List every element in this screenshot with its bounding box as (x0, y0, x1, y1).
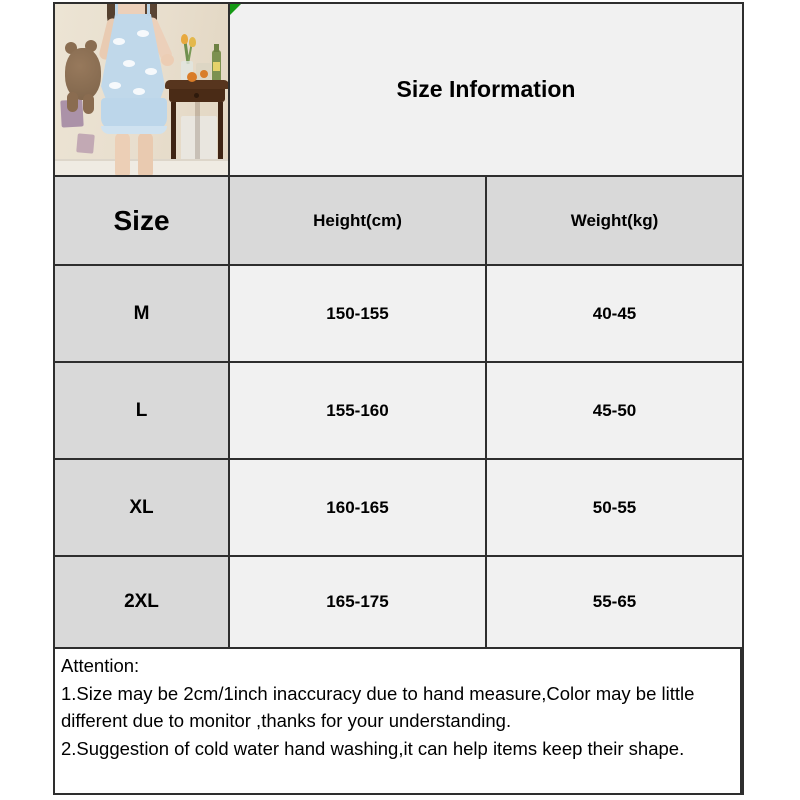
column-header-height: Height(cm) (230, 177, 487, 266)
attention-heading: Attention: (61, 655, 140, 676)
column-header-size: Size (55, 177, 230, 266)
height-cell-2xl: 165-175 (230, 557, 487, 649)
size-cell-2xl: 2XL (55, 557, 230, 649)
product-photo (55, 4, 228, 175)
side-table-leg (195, 102, 200, 160)
weight-cell-l: 45-50 (487, 363, 742, 460)
orange-in-jar (200, 70, 208, 78)
pajama-shorts-ruffle (101, 126, 167, 134)
teddy-bear-leg (67, 92, 78, 112)
teddy-bear-leg (83, 94, 94, 114)
model-hand (161, 54, 174, 66)
weight-cell-xl: 50-55 (487, 460, 742, 557)
size-cell-l: L (55, 363, 230, 460)
drawer-knob (194, 93, 199, 98)
tulip-flower (181, 34, 188, 44)
wall-postcard (76, 133, 95, 153)
model-leg (115, 132, 130, 175)
side-table-top (165, 80, 228, 89)
cami-strap (115, 4, 118, 16)
height-cell-xl: 160-165 (230, 460, 487, 557)
side-table-leg (218, 102, 223, 164)
side-table-leg (171, 102, 176, 164)
title-cell (230, 4, 742, 177)
size-cell-m: M (55, 266, 230, 363)
product-photo-cell (55, 4, 230, 177)
attention-note-2: 2.Suggestion of cold water hand washing,it can help items keep their shape. (61, 737, 685, 759)
attention-section (55, 649, 742, 793)
attention-note-1: 1.Size may be 2cm/1inch inaccuracy due to hand measure,Color may be little different due to monitor ,thanks for your understanding. (61, 682, 695, 731)
tulip-flower (189, 37, 196, 47)
size-chart-sheet (53, 2, 744, 795)
cami-strap (147, 4, 150, 16)
size-cell-xl: XL (55, 460, 230, 557)
height-cell-l: 155-160 (230, 363, 487, 460)
green-bottle-neck (214, 44, 219, 52)
weight-cell-m: 40-45 (487, 266, 742, 363)
page-title: Size Information (396, 76, 576, 102)
column-header-weight: Weight(kg) (487, 177, 742, 266)
model-leg (138, 132, 153, 175)
weight-cell-2xl: 55-65 (487, 557, 742, 649)
height-cell-m: 150-155 (230, 266, 487, 363)
excel-corner-marker-icon (230, 4, 241, 15)
orange-fruit (187, 72, 197, 82)
bottle-label (213, 62, 220, 71)
